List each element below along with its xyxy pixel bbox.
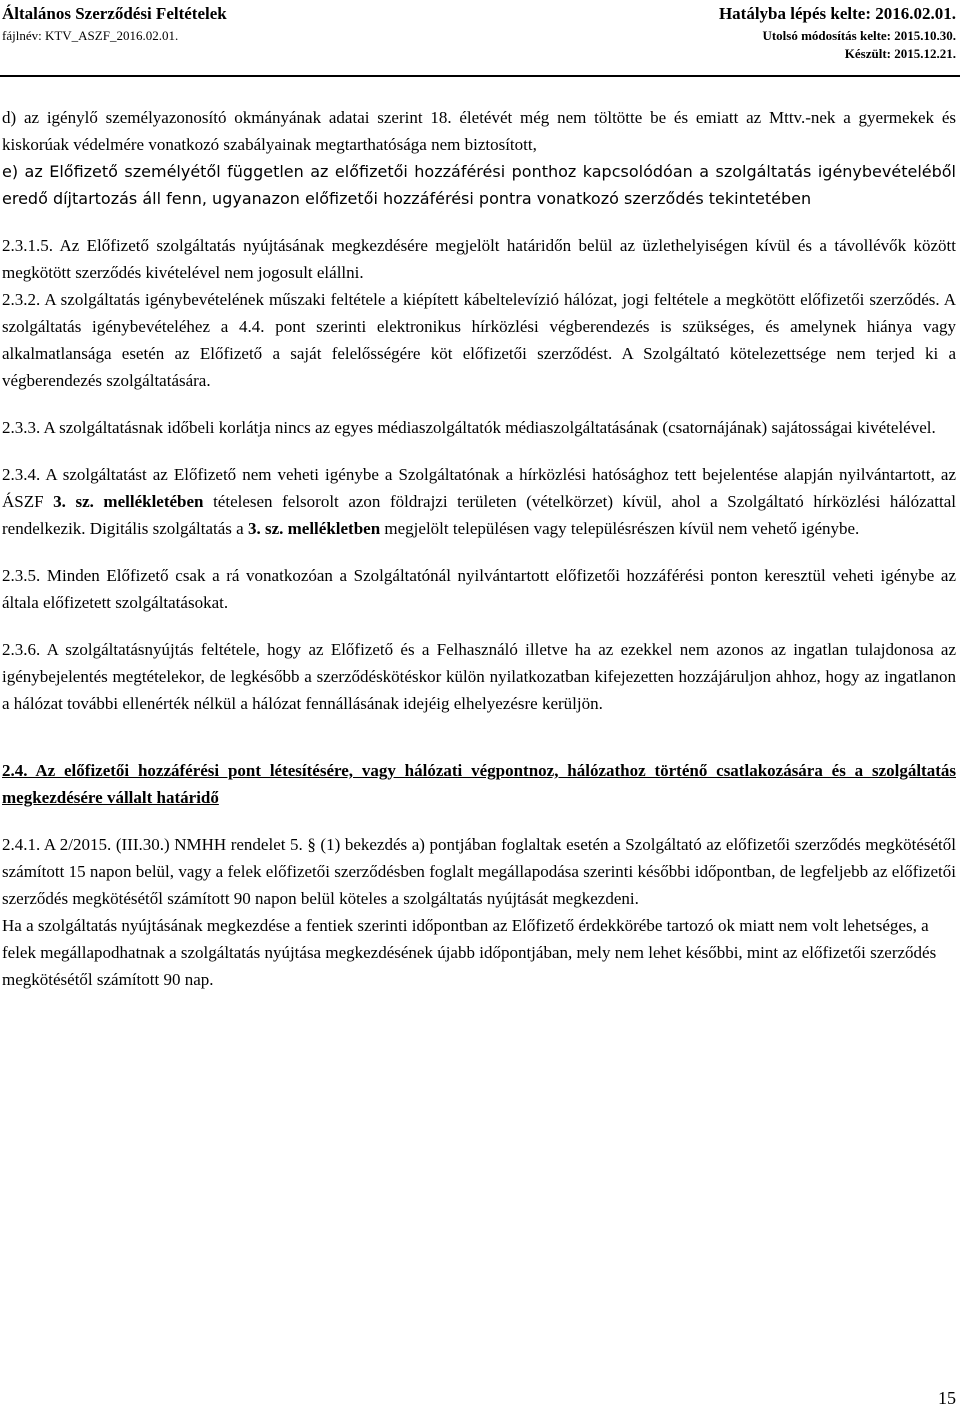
- header-divider: [0, 75, 960, 77]
- page-header: [0, 0, 960, 78]
- paragraph-2-4-1: 2.4.1. A 2/2015. (III.30.) NMHH rendelet 5. § (1) bekezdés a) pontjában foglaltak esetén a Szolgáltató az előfizetői szerződés megkötésétől számított 15 napon belül, vagy a felek előfizetői szerződésben foglalt megállapodása szerinti későbbi időpontban, de legfeljebb az előfizetői szerződés megkötésétől számított 90 napon belül köteles a szolgáltatás nyújtását megkezdeni.: [2, 835, 956, 908]
- paragraph-e: e) az Előfizető személyétől független az előfizetői hozzáférési ponthoz kapcsolódóan a szolgáltatás igénybevételéből eredő díjtartozás áll fenn, ugyanazon előfizetői hozzáférési pontra vonatkozó szerződés tekintetében: [2, 162, 956, 208]
- paragraph-2-3-5: 2.3.5. Minden Előfizető csak a rá vonatkozóan a Szolgáltatónál nyilvántartott előfizetői hozzáférési ponton keresztül veheti igénybe az általa előfizetett szolgáltatásokat.: [2, 566, 956, 612]
- paragraph-2-4-1-continued: Ha a szolgáltatás nyújtásának megkezdése a fentiek szerinti időpontban az Előfizető érdekkörébe tartozó ok miatt nem volt lehetséges, a felek megállapodhatnak a szolgáltatás nyújtása megkezdésének újabb időpontjában, mely nem lehet későbbi, mint az előfizetői szerződés megkötésétől számított 90 nap.: [2, 916, 937, 989]
- annex-reference: 3. sz. mellékletében: [53, 492, 204, 511]
- annex-reference: 3. sz. mellékletben: [247, 519, 381, 538]
- paragraph-2-3-2: 2.3.2. A szolgáltatás igénybevételének műszaki feltétele a kiépített kábeltelevízió hálózat, jogi feltétele a megkötött előfizetői szerződés. A szolgáltatás igénybevételéhez a 4.4. pont szerinti elektronikus hírközlési végberendezés is szükséges, és amelynek hiánya vagy alkalmatlansága esetén az Előfizető a saját felelősségére köt előfizetői szerződést. A Szolgáltató kötelezettsége nem terjed ki a végberendezés szolgáltatására.: [2, 290, 956, 390]
- created-date: Készült: 2015.12.21.: [844, 46, 956, 61]
- paragraph-2-3-1-5: 2.3.1.5. Az Előfizető szolgáltatás nyújtásának megkezdésére megjelölt határidőn belül az üzlethelyiségen kívül és a távollévők között megkötött szerződés kivételével nem jogosult elállni.: [2, 236, 956, 282]
- paragraph-2-3-3: 2.3.3. A szolgáltatásnak időbeli korlátja nincs az egyes médiaszolgáltatók médiaszolgáltatásának (csatornájának) sajátosságai kivételével.: [2, 418, 936, 437]
- effective-date: Hatályba lépés kelte: 2016.02.01.: [718, 4, 956, 23]
- document-title: Általános Szerződési Feltételek: [2, 4, 227, 23]
- paragraph-d: d) az igénylő személyazonosító okmányának adatai szerint 18. életévét még nem töltötte be és emiatt az Mttv.-nek a gyermekek és kiskorúak védelmére vonatkozó szabályainak megtarthatósága nem biztosított,: [2, 108, 956, 154]
- page-number: 15: [938, 1388, 956, 1408]
- document-body: [2, 104, 956, 993]
- paragraph-2-3-4: 2.3.4. A szolgáltatást az Előfizető nem veheti igénybe a Szolgáltatónak a hírközlési hatósághoz tett bejelentése alapján nyilvántartott, az ÁSZF 3. sz. mellékletében tételesen felsorolt azon földrajzi területen (vételkörzet) kívül, ahol a Szolgáltató hírközlési hálózattal rendelkezik. Digitális szolgáltatás a 3. sz. mellékletben megjelölt településen vagy településrészen kívül nem vehető igénybe.: [2, 465, 956, 538]
- paragraph-2-3-6: 2.3.6. A szolgáltatásnyújtás feltétele, hogy az Előfizető és a Felhasználó illetve ha az ezekkel nem azonos az ingatlan tulajdonosa az igénybejelentés megtételekor, de legkésőbb a szerződéskötéskor külön nyilatkozatban kifejezetten hozzájáruljon ahhoz, hogy az ingatlanon a hálózat további ellenérték nélkül a hálózat fennállásának idejéig elhelyezésre kerüljön.: [2, 640, 956, 713]
- section-heading-2-4: 2.4. Az előfizetői hozzáférési pont létesítésére, vagy hálózati végpontnoz, hálózathoz történő csatlakozására és a szolgáltatás megkezdésére vállalt határidő: [2, 761, 956, 807]
- file-name: fájlnév: KTV_ASZF_2016.02.01.: [2, 28, 179, 43]
- last-modified-date: Utolsó módosítás kelte: 2015.10.30.: [762, 28, 956, 43]
